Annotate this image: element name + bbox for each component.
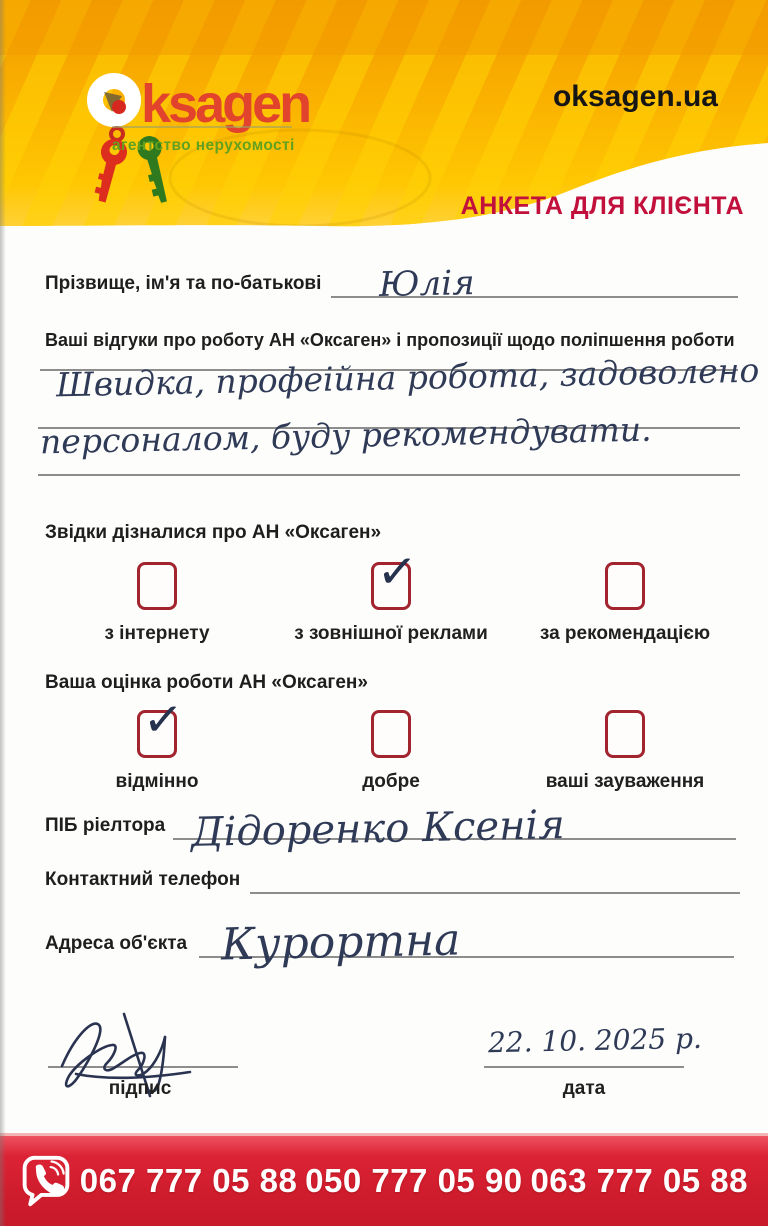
rating-section-label: Ваша оцінка роботи АН «Оксаген» bbox=[45, 672, 368, 693]
source-options bbox=[40, 542, 742, 645]
viber-phone-icon bbox=[20, 1153, 72, 1209]
checkbox-recommendation[interactable] bbox=[605, 562, 645, 610]
check-mark-icon: ✓ bbox=[375, 542, 420, 602]
date-line bbox=[484, 1066, 684, 1068]
feedback-line-3 bbox=[38, 474, 740, 476]
contact-phone-row bbox=[45, 868, 740, 894]
option-excellent-label: відмінно bbox=[115, 771, 199, 792]
realtor-handwritten-value: Дідоренко Ксенія bbox=[190, 802, 566, 856]
logo-text: ksagen bbox=[141, 74, 310, 134]
feedback-field-label: Ваші відгуки про роботу АН «Оксаген» і пропозиції щодо поліпшення роботи bbox=[45, 330, 735, 350]
option-remarks-label: ваші зауваження bbox=[545, 771, 705, 792]
option-good-label: добре bbox=[362, 771, 420, 792]
name-field-line bbox=[331, 262, 738, 305]
checkbox-excellent[interactable] bbox=[137, 690, 186, 758]
option-remarks bbox=[508, 710, 742, 793]
realtor-field-label: ПІБ ріелтора bbox=[45, 815, 166, 836]
checkbox-outdoor-ads[interactable] bbox=[371, 542, 420, 610]
option-good bbox=[274, 710, 508, 793]
signature-caption: підпис bbox=[108, 1078, 172, 1099]
key-head-in-ring bbox=[112, 100, 126, 114]
page-title: АНКЕТА ДЛЯ КЛІЄНТА bbox=[460, 192, 744, 220]
address-field-label: Адреса об'єкта bbox=[45, 933, 188, 954]
checkbox-remarks[interactable] bbox=[605, 710, 645, 758]
checkbox-internet[interactable] bbox=[137, 562, 177, 610]
option-internet-label: з інтернету bbox=[104, 623, 210, 644]
realtor-field-line bbox=[173, 800, 736, 856]
name-handwritten-value: Юлія bbox=[378, 263, 476, 305]
option-recommendation-label: за рекомендацією bbox=[539, 623, 711, 644]
option-outdoor-ads bbox=[274, 542, 508, 645]
address-handwritten-value: Курортна bbox=[220, 914, 461, 971]
feedback-handwritten-line-2: персоналом, буду рекомендувати. bbox=[39, 409, 652, 462]
option-outdoor-ads-label: з зовнішної реклами bbox=[294, 623, 488, 644]
name-field-label: Прізвище, ім'я та по-батькові bbox=[45, 273, 322, 294]
contact-phone-label: Контактний телефон bbox=[45, 869, 241, 890]
address-field-line bbox=[199, 914, 734, 971]
address-field-row bbox=[45, 914, 734, 971]
option-internet bbox=[40, 562, 274, 645]
logo-tagline: агентство нерухомості bbox=[112, 137, 295, 154]
option-excellent bbox=[40, 690, 274, 793]
source-section-label: Звідки дізналися про АН «Оксаген» bbox=[45, 522, 382, 543]
phone-number-3: 063 777 05 88 bbox=[530, 1162, 748, 1199]
check-mark-icon: ✓ bbox=[141, 690, 186, 750]
website-url: oksagen.ua bbox=[552, 80, 718, 113]
rating-options bbox=[40, 690, 742, 793]
footer-phone-bar bbox=[0, 1133, 768, 1226]
feedback-handwritten-line-1: Швидка, профеійна робота, задоволено bbox=[55, 350, 760, 405]
date-caption: дата bbox=[562, 1078, 606, 1099]
checkbox-good[interactable] bbox=[371, 710, 411, 758]
option-recommendation bbox=[508, 562, 742, 645]
realtor-field-row bbox=[45, 800, 736, 856]
date-handwritten-value: 22. 10. 2025 р. bbox=[487, 1021, 703, 1060]
contact-phone-line bbox=[250, 868, 740, 894]
name-field-row bbox=[45, 262, 738, 305]
phone-number-2: 050 777 05 90 bbox=[305, 1162, 523, 1199]
phone-number-1: 067 777 05 88 bbox=[79, 1162, 298, 1199]
